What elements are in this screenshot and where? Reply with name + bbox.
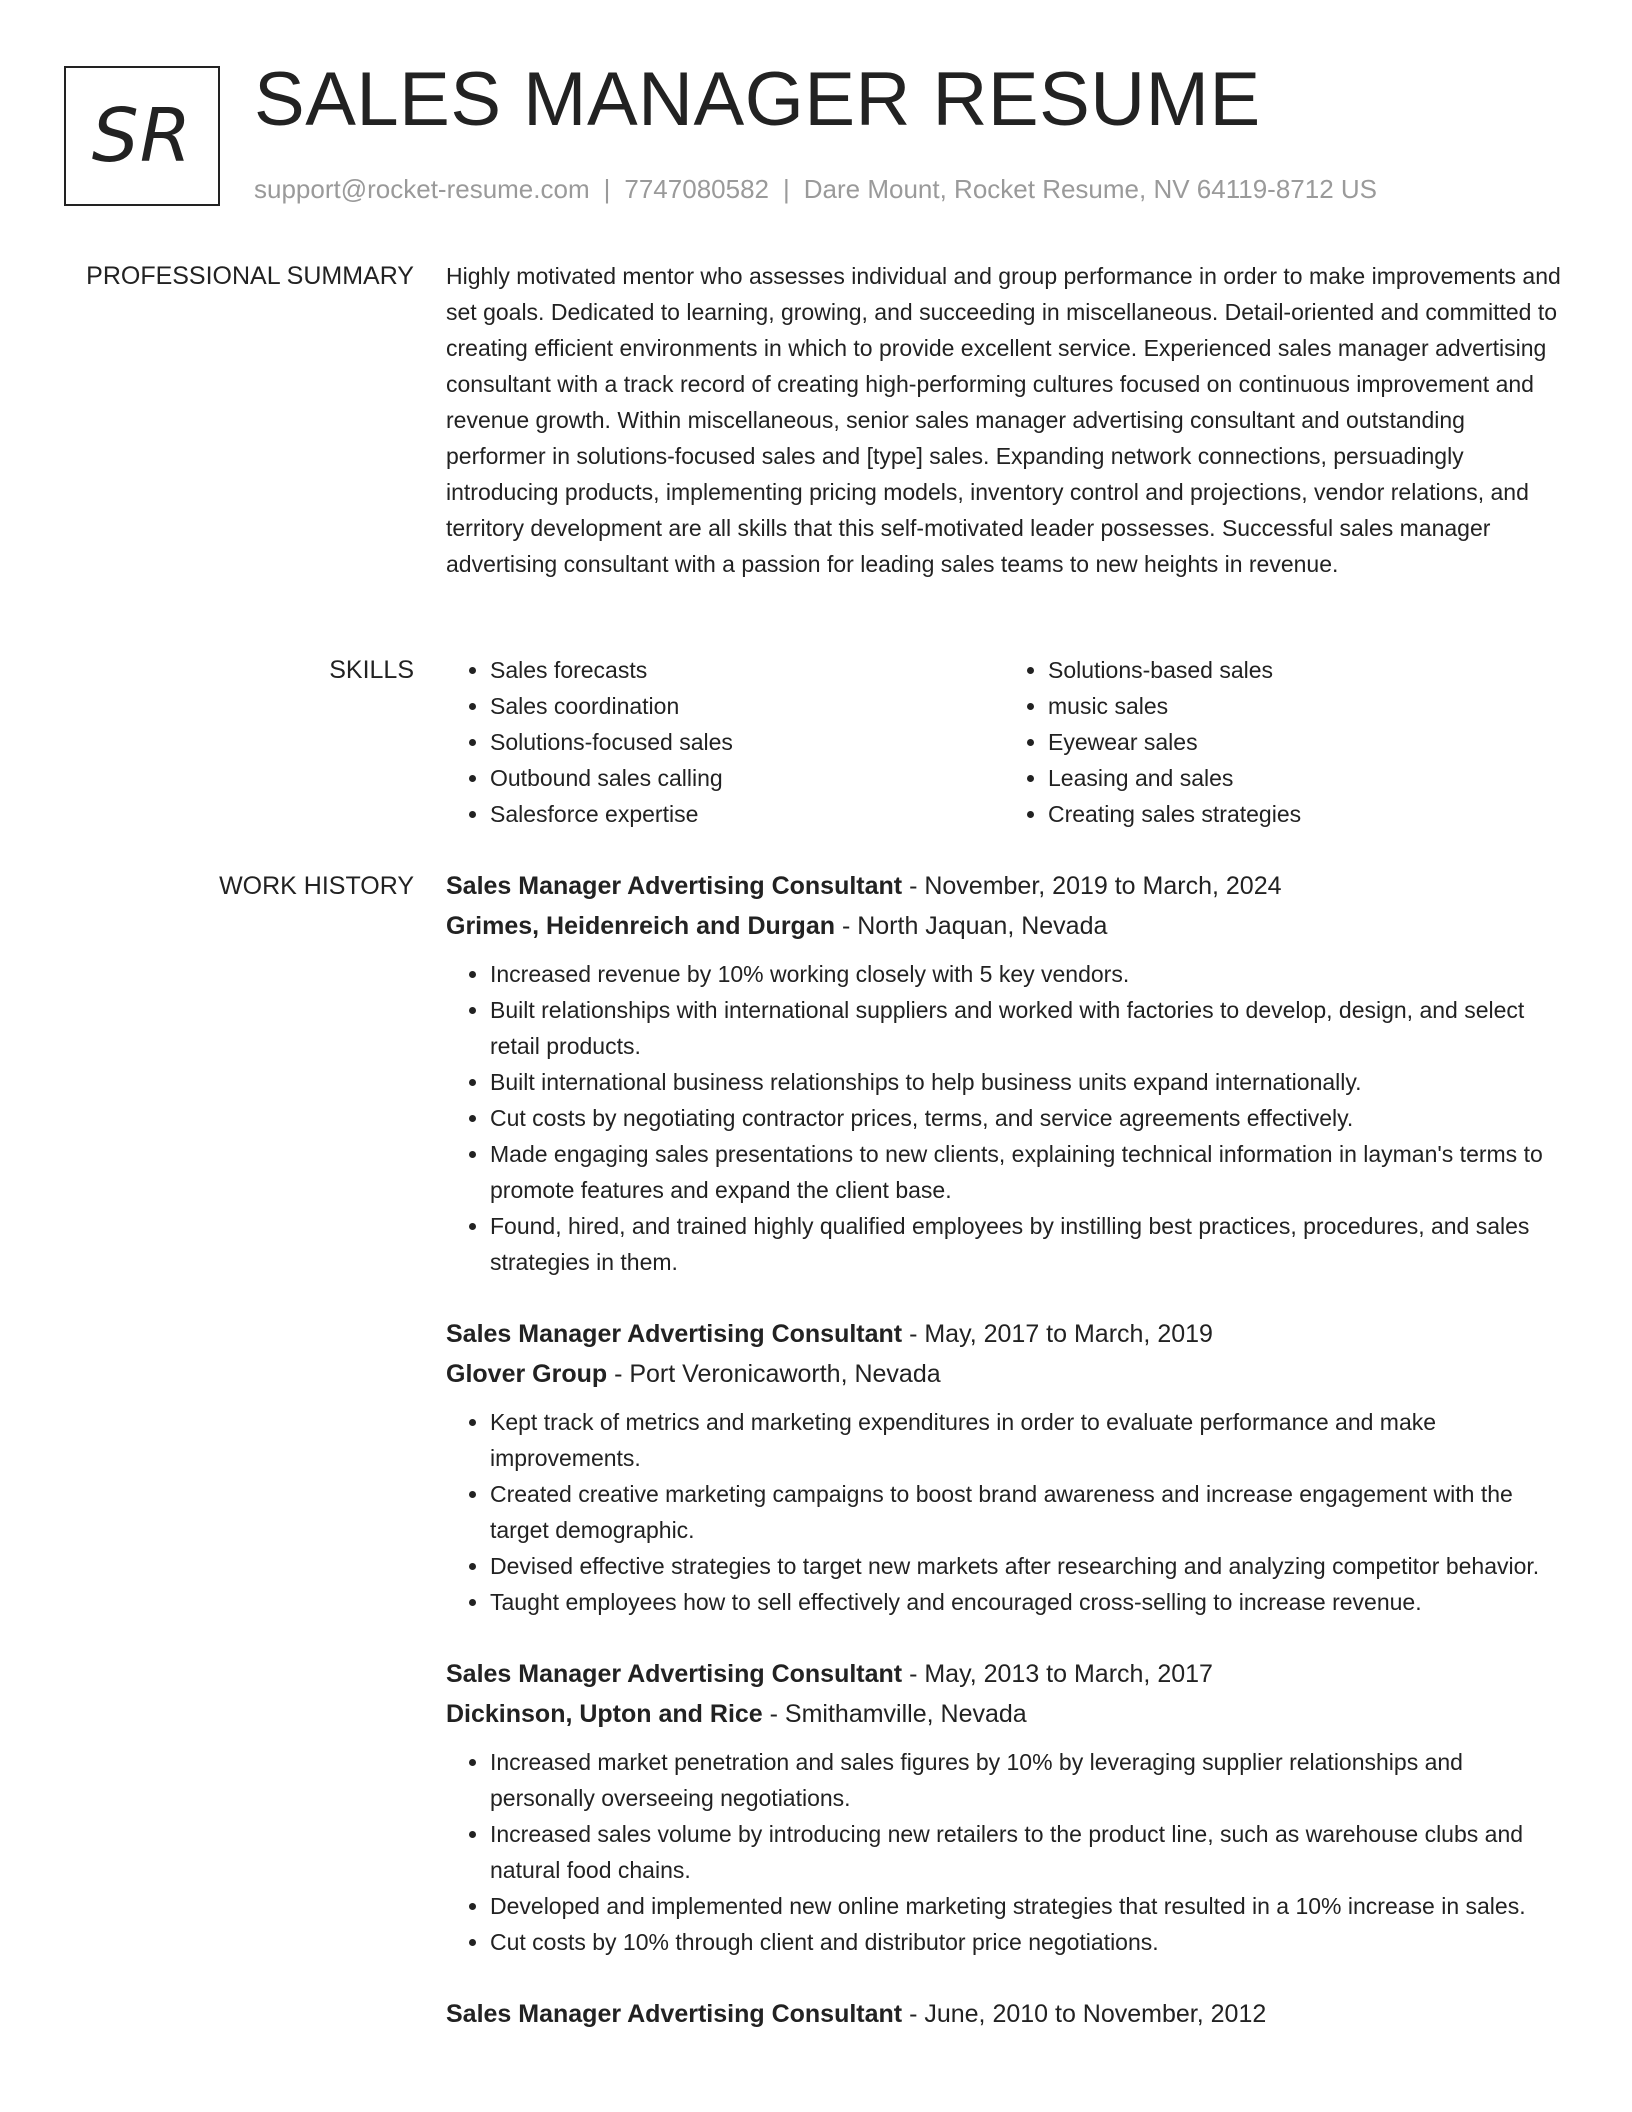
job-bullet: • Made engaging sales presentations to new clients, explaining technical information in layman's terms to promote features and expand the client base. [490, 1136, 1562, 1208]
contact-separator: | [603, 174, 611, 204]
contact-address: Dare Mount, Rocket Resume, NV 64119-8712 US [803, 174, 1378, 204]
job-company-line [446, 1694, 1562, 1734]
skill-item: • Sales forecasts [490, 652, 1004, 688]
job-dates: - May, 2013 to March, 2017 [902, 1660, 1213, 1688]
skill-item: • Sales coordination [490, 688, 1004, 724]
skill-item: • Creating sales strategies [1048, 796, 1562, 832]
contact-line [254, 174, 1377, 205]
job-entry [446, 866, 1562, 1280]
job-dates: - November, 2019 to March, 2024 [902, 872, 1282, 900]
job-dates: - May, 2017 to March, 2019 [902, 1320, 1213, 1348]
work-history-heading: WORK HISTORY [219, 872, 414, 900]
job-entry [446, 1994, 1562, 2034]
job-title-line [446, 1994, 1562, 2034]
work-history-body [446, 866, 1562, 2068]
job-bullets [446, 1404, 1562, 1620]
job-bullets [446, 1744, 1562, 1960]
job-company: Dickinson, Upton and Rice [446, 1700, 763, 1728]
job-location: - North Jaquan, Nevada [835, 912, 1108, 940]
contact-separator: | [783, 174, 790, 204]
job-company: Grimes, Heidenreich and Durgan [446, 912, 835, 940]
job-bullet: • Created creative marketing campaigns to boost brand awareness and increase engagement with the target demographic. [490, 1476, 1562, 1548]
job-title-line [446, 1654, 1562, 1694]
job-bullet: • Developed and implemented new online marketing strategies that resulted in a 10% increase in sales. [490, 1888, 1562, 1924]
skill-item: • Solutions-based sales [1048, 652, 1562, 688]
job-entry [446, 1654, 1562, 1960]
skill-item: • Solutions-focused sales [490, 724, 1004, 760]
skills-body [446, 652, 1562, 832]
job-bullets [446, 956, 1562, 1280]
summary-text: Highly motivated mentor who assesses individual and group performance in order to make improvements and set goals. Dedicated to learning, growing, and succeeding in miscellaneous. Detail-oriented and committed to creating efficient environments in which to provide excellent service. Experienced sales manager advertising consultant with a track record of creating high-performing cultures focused on continuous improvement and revenue growth. Within miscellaneous, senior sales manager advertising consultant and outstanding performer in solutions-focused sales and [type] sales. Expanding network connections, persuadingly introducing products, implementing pricing models, inventory control and projections, vendor relations, and territory development are all skills that this self-motivated leader possesses. Successful sales manager advertising consultant with a passion for leading sales teams to new heights in revenue. [446, 263, 1561, 577]
job-location: - Port Veronicaworth, Nevada [607, 1360, 941, 1388]
job-dates: - June, 2010 to November, 2012 [902, 2000, 1267, 2028]
skill-item: • Leasing and sales [1048, 760, 1562, 796]
job-bullet: • Increased sales volume by introducing new retailers to the product line, such as warehouse clubs and natural food chains. [490, 1816, 1562, 1888]
job-title-line [446, 1314, 1562, 1354]
contact-email: support@rocket-resume.com [254, 174, 590, 204]
job-title-line [446, 866, 1562, 906]
job-company-line [446, 906, 1562, 946]
contact-phone: 7747080582 [624, 174, 769, 204]
job-company: Glover Group [446, 1360, 608, 1388]
resume-title: SALES MANAGER RESUME [254, 57, 1261, 142]
job-bullet: • Increased market penetration and sales figures by 10% by leveraging supplier relationships and personally overseeing negotiations. [490, 1744, 1562, 1816]
job-entry [446, 1314, 1562, 1620]
job-title: Sales Manager Advertising Consultant [446, 1320, 903, 1348]
skill-item: • Salesforce expertise [490, 796, 1004, 832]
summary-body [446, 258, 1562, 582]
job-bullet: • Taught employees how to sell effectively and encouraged cross-selling to increase revenue. [490, 1584, 1562, 1620]
job-bullet: • Devised effective strategies to target new markets after researching and analyzing competitor behavior. [490, 1548, 1562, 1584]
job-bullet: • Cut costs by negotiating contractor prices, terms, and service agreements effectively. [490, 1100, 1562, 1136]
skills-list-right [1004, 652, 1562, 832]
job-location: - Smithamville, Nevada [762, 1700, 1027, 1728]
skills-heading: SKILLS [329, 656, 414, 684]
job-bullet: • Cut costs by 10% through client and distributor price negotiations. [490, 1924, 1562, 1960]
skill-item: • Outbound sales calling [490, 760, 1004, 796]
job-title: Sales Manager Advertising Consultant [446, 2000, 903, 2028]
skill-item: • music sales [1048, 688, 1562, 724]
job-bullet: • Increased revenue by 10% working closely with 5 key vendors. [490, 956, 1562, 992]
job-bullet: • Kept track of metrics and marketing expenditures in order to evaluate performance and make improvements. [490, 1404, 1562, 1476]
summary-heading: PROFESSIONAL SUMMARY [86, 262, 414, 290]
job-title: Sales Manager Advertising Consultant [446, 872, 903, 900]
monogram-box [64, 66, 220, 206]
job-title: Sales Manager Advertising Consultant [446, 1660, 903, 1688]
job-bullet: • Found, hired, and trained highly qualified employees by instilling best practices, procedures, and sales strategies in them. [490, 1208, 1562, 1280]
job-bullet: • Built relationships with international suppliers and worked with factories to develop, design, and select retail products. [490, 992, 1562, 1064]
skill-item: • Eyewear sales [1048, 724, 1562, 760]
job-company-line [446, 1354, 1562, 1394]
job-bullet: • Built international business relationships to help business units expand internationally. [490, 1064, 1562, 1100]
skills-list-left [446, 652, 1004, 832]
monogram-initials: SR [91, 93, 193, 179]
